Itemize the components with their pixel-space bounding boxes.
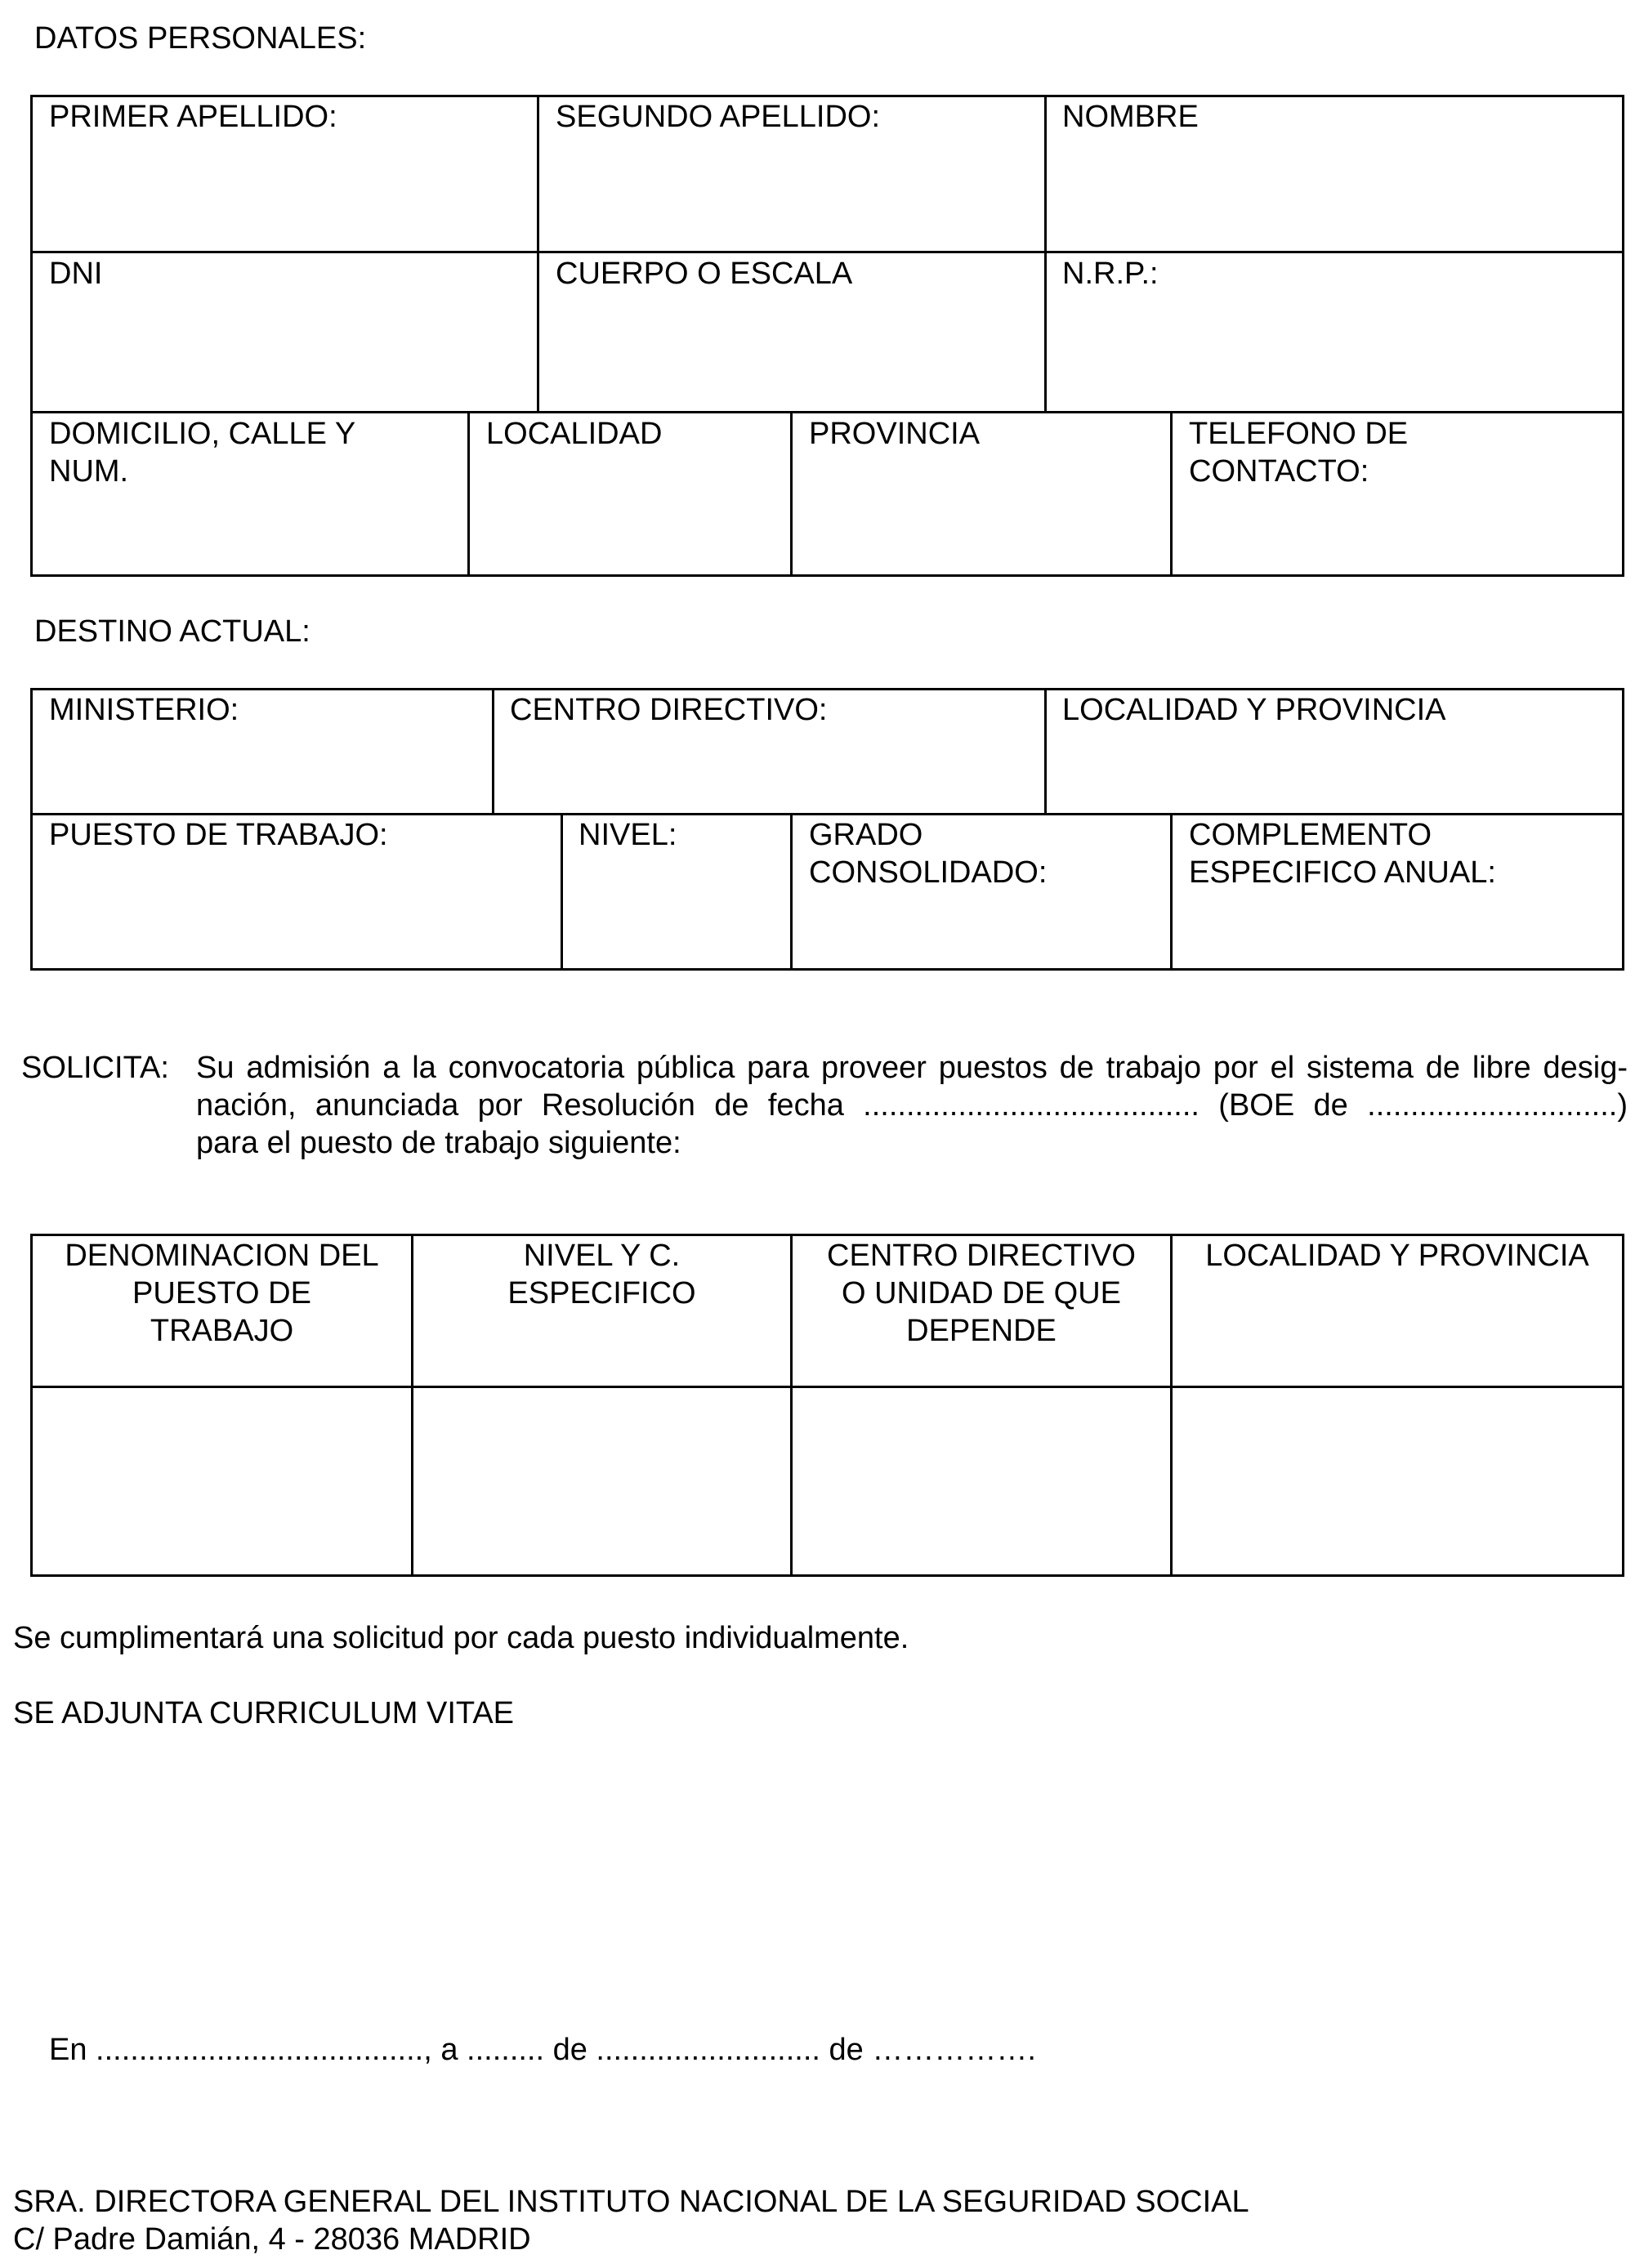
table-divider [561,813,563,971]
place-date-line[interactable]: En ......................................, a ......... de .......................... de ……………. [49,2033,1036,2067]
nivel-input-cell[interactable] [413,1388,790,1574]
nombre-field[interactable]: NOMBRE [1062,100,1199,134]
nivel-field[interactable]: NIVEL: [579,818,677,852]
table-divider [30,411,1624,413]
table-divider [1170,411,1173,577]
table-divider [1044,688,1047,815]
header-denominacion: DENOMINACION DEL PUESTO DE TRABAJO [65,1239,379,1348]
table-divider [30,251,1624,253]
cuerpo-escala-field[interactable]: CUERPO O ESCALA [556,257,853,291]
addressee-line-1: SRA. DIRECTORA GENERAL DEL INSTITUTO NACIONAL DE LA SEGURIDAD SOCIAL [13,2185,1249,2219]
solicita-line-1: Su admisión a la convocatoria pública para proveer puestos de trabajo por el sistema de libre desig- [196,1051,1628,1085]
table-divider [790,813,793,971]
nrp-field[interactable]: N.R.P.: [1062,257,1159,291]
personal-data-table [30,95,1624,577]
domicilio-field[interactable]: DOMICILIO, CALLE Y NUM. [49,417,356,489]
table-divider [492,688,494,815]
header-nivel: NIVEL Y C. ESPECIFICO [507,1239,696,1310]
telefono-field[interactable]: TELEFONO DE CONTACTO: [1189,417,1409,489]
table-divider [1170,813,1173,971]
segundo-apellido-field[interactable]: SEGUNDO APELLIDO: [556,100,881,134]
localidad-field[interactable]: LOCALIDAD [486,417,663,451]
table-divider [537,95,539,413]
solicita-label: SOLICITA: [21,1051,169,1085]
curriculum-note: SE ADJUNTA CURRICULUM VITAE [13,1696,515,1730]
table-divider [1044,95,1047,413]
denominacion-input-cell[interactable] [33,1388,411,1574]
destino-heading: DESTINO ACTUAL: [34,614,310,649]
localidad-provincia-field[interactable]: LOCALIDAD Y PROVINCIA [1062,693,1446,727]
solicita-line-3: para el puesto de trabajo siguiente: [196,1126,681,1160]
table-divider [30,813,1624,815]
grado-consolidado-field[interactable]: GRADO CONSOLIDADO: [809,818,1048,890]
solicita-line-2: nación, anunciada por Resolución de fecha ....................................... (BOE de .............................) [196,1088,1628,1123]
table-divider [790,411,793,577]
complemento-field[interactable]: COMPLEMENTO ESPECIFICO ANUAL: [1189,818,1496,890]
provincia-field[interactable]: PROVINCIA [809,417,981,451]
puesto-trabajo-field[interactable]: PUESTO DE TRABAJO: [49,818,388,852]
primer-apellido-field[interactable]: PRIMER APELLIDO: [49,100,337,134]
header-localidad: LOCALIDAD Y PROVINCIA [1205,1239,1589,1273]
localidad-input-cell[interactable] [1173,1388,1622,1574]
ministerio-field[interactable]: MINISTERIO: [49,693,239,727]
centro-directivo-field[interactable]: CENTRO DIRECTIVO: [510,693,828,727]
one-request-note: Se cumplimentará una solicitud por cada puesto individualmente. [13,1621,909,1655]
personal-data-heading: DATOS PERSONALES: [34,21,367,56]
dni-field[interactable]: DNI [49,257,103,291]
table-divider [467,411,470,577]
addressee-line-2: C/ Padre Damián, 4 - 28036 MADRID [13,2222,531,2257]
header-centro: CENTRO DIRECTIVO O UNIDAD DE QUE DEPENDE [827,1239,1136,1348]
centro-input-cell[interactable] [793,1388,1170,1574]
